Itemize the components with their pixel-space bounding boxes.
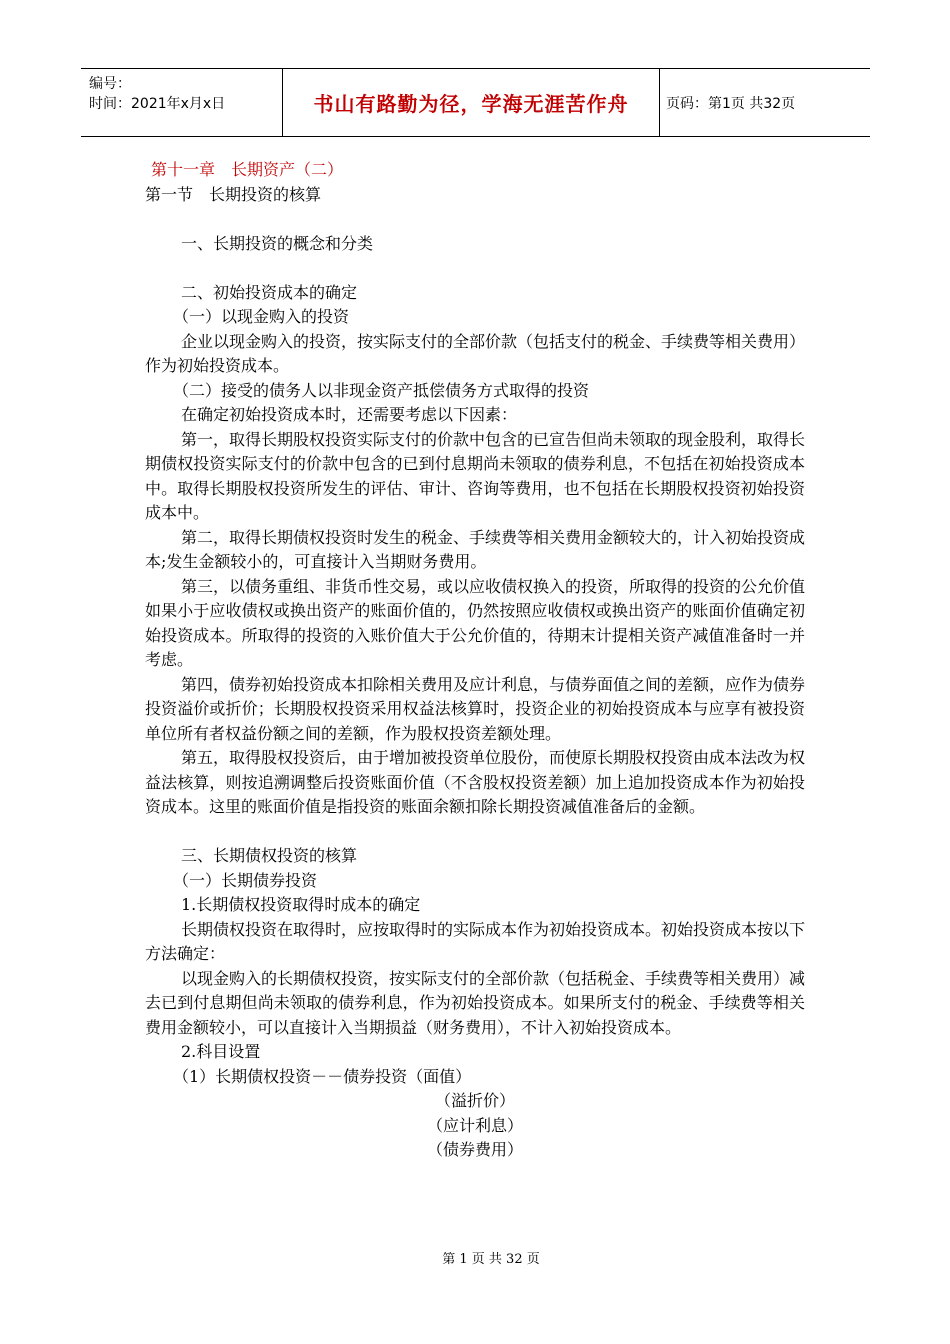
paragraph-4: 第二，取得长期债权投资时发生的税金、手续费等相关费用金额较大的，计入初始投资成本;发生金额较小的，可直接计入当期财务费用。 — [145, 527, 806, 571]
account-item-1: （1）长期债权投资－－债券投资（面值） — [173, 1066, 472, 1086]
paragraph-5: 第三，以债务重组、非货币性交易，或以应收债权换入的投资，所取得的投资的公允价值如果小于应收债权或换出资产的账面价值的，仍然按照应收债权或换出资产的账面价值确定初始投资成本。所取得的投资的入账价值大于公允价值的，待期末计提相关资产减值准备时一并考虑。 — [145, 576, 806, 669]
heading-1: 一、长期投资的概念和分类 — [181, 233, 374, 253]
spacer — [145, 820, 805, 845]
paragraph-7: 第五，取得股权投资后，由于增加被投资单位股份，而使原长期股权投资由成本法改为权益法核算，则按追溯调整后投资账面价值（不含股权投资差额）加上追加投资成本作为初始投资成本。这里的账面价值是指投资的账面余额扣除长期投资减值准备后的金额。 — [145, 748, 806, 816]
header-page-cell — [660, 69, 870, 136]
chapter-title: 第十一章 长期资产（二） — [151, 160, 344, 179]
section-title: 第一节 长期投资的核算 — [145, 184, 322, 204]
doc-number-label: 编号： — [89, 76, 131, 92]
paragraph-2: 在确定初始投资成本时，还需要考虑以下因素： — [181, 405, 518, 424]
page-header — [81, 68, 870, 137]
document-body — [145, 158, 805, 1163]
heading-2: 二、初始投资成本的确定 — [181, 282, 358, 302]
spacer — [145, 207, 805, 232]
heading-3: 三、长期债权投资的核算 — [181, 846, 358, 865]
paragraph-6: 第四，债券初始投资成本扣除相关费用及应计利息，与债券面值之间的差额，应作为债券投资溢价或折价；长期股权投资采用权益法核算时，投资企业的初始投资成本与应享有被投资单位所有者权益份额之间的差额，作为股权投资差额处理。 — [145, 674, 806, 743]
account-sub-3: （债券费用） — [426, 1140, 523, 1159]
paragraph-1: 企业以现金购入的投资，按实际支付的全部价款（包括支付的税金、手续费等相关费用）作为初始投资成本。 — [145, 331, 806, 375]
page-footer: 第 1 页 共 32 页 — [442, 1252, 540, 1267]
paragraph-9: 以现金购入的长期债权投资，按实际支付的全部价款（包括税金、手续费等相关费用）减去已到付息期但尚未领取的债券利息，作为初始投资成本。如果所支付的税金、手续费等相关费用金额较小，可以直接计入当期损益（财务费用），不计入初始投资成本。 — [145, 968, 806, 1037]
subheading-3-1: （一）长期债券投资 — [173, 870, 318, 890]
paragraph-3: 第一，取得长期股权投资实际支付的价款中包含的已宣告但尚未领取的现金股利，取得长期债权投资实际支付的价款中包含的已到付息期尚未领取的债券利息，不包括在初始投资成本中。取得长期股权投资所发生的评估、审计、咨询等费用，也不包括在长期股权投资初始投资成本中。 — [145, 429, 806, 522]
subheading-3-1-1: 1.长期债权投资取得时成本的确定 — [181, 895, 421, 914]
header-motto: 书山有路勤为径，学海无涯苦作舟 — [313, 92, 629, 116]
account-sub-1: （溢折价） — [434, 1091, 515, 1110]
account-sub-2: （应计利息） — [426, 1115, 523, 1135]
subheading-2-1: （一）以现金购入的投资 — [173, 307, 350, 326]
subheading-2-2: （二）接受的债务人以非现金资产抵偿债务方式取得的投资 — [173, 380, 590, 400]
spacer — [145, 256, 805, 281]
paragraph-8: 长期债权投资在取得时，应按取得时的实际成本作为初始投资成本。初始投资成本按以下方法确定： — [145, 919, 806, 963]
header-motto-cell — [283, 69, 660, 136]
header-page-info: 页码：第1页 共32页 — [666, 95, 796, 112]
header-meta-cell — [81, 69, 283, 136]
doc-time-label: 时间：2021年x月x日 — [89, 96, 226, 112]
subheading-3-1-2: 2.科目设置 — [181, 1042, 261, 1061]
